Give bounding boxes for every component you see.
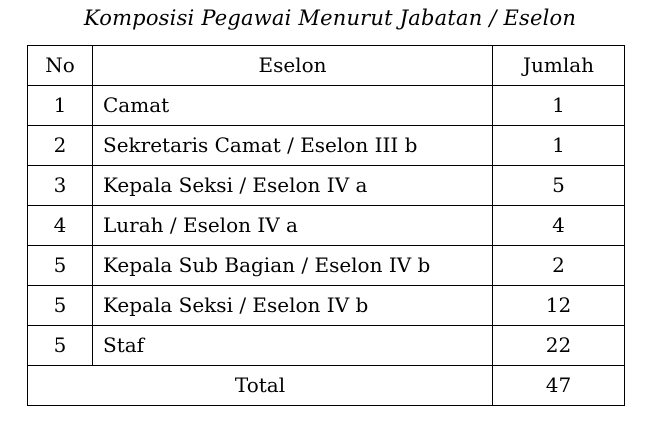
table-row [28, 246, 625, 286]
header-eselon: Eselon [93, 46, 493, 86]
total-label: Total [28, 366, 493, 406]
row-jumlah: 1 [493, 86, 625, 126]
row-eselon: Sekretaris Camat / Eselon III b [93, 126, 493, 166]
table-row [28, 86, 625, 126]
total-jumlah: 47 [493, 366, 625, 406]
header-no: No [28, 46, 93, 86]
row-eselon: Kepala Sub Bagian / Eselon IV b [93, 246, 493, 286]
table-row [28, 166, 625, 206]
row-eselon: Camat [93, 86, 493, 126]
row-no: 5 [28, 286, 93, 326]
row-eselon: Staf [93, 326, 493, 366]
row-jumlah: 12 [493, 286, 625, 326]
row-no: 2 [28, 126, 93, 166]
total-row [28, 366, 625, 406]
table-row [28, 286, 625, 326]
row-jumlah: 2 [493, 246, 625, 286]
eselon-table [27, 45, 625, 406]
row-no: 1 [28, 86, 93, 126]
table-header-row [28, 46, 625, 86]
table-row [28, 206, 625, 246]
table-caption: Komposisi Pegawai Menurut Jabatan / Eselon [83, 6, 577, 30]
row-jumlah: 22 [493, 326, 625, 366]
header-jumlah: Jumlah [493, 46, 625, 86]
row-eselon: Lurah / Eselon IV a [93, 206, 493, 246]
table-row [28, 126, 625, 166]
table-row [28, 326, 625, 366]
row-no: 3 [28, 166, 93, 206]
row-jumlah: 5 [493, 166, 625, 206]
row-jumlah: 4 [493, 206, 625, 246]
row-jumlah: 1 [493, 126, 625, 166]
row-eselon: Kepala Seksi / Eselon IV a [93, 166, 493, 206]
row-no: 4 [28, 206, 93, 246]
row-no: 5 [28, 326, 93, 366]
row-eselon: Kepala Seksi / Eselon IV b [93, 286, 493, 326]
row-no: 5 [28, 246, 93, 286]
